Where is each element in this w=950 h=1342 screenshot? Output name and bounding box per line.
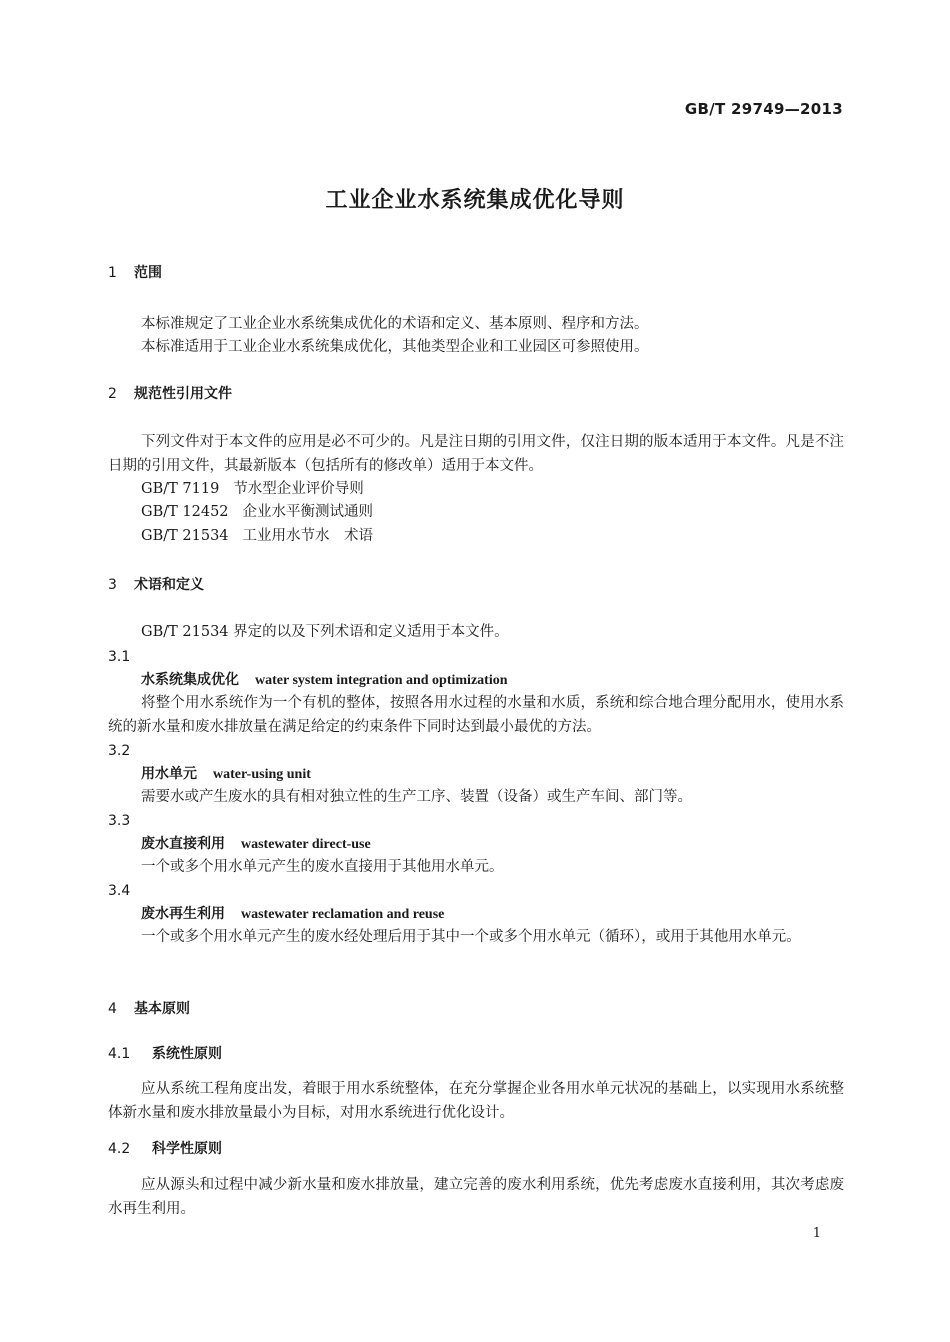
subsection-4-1-title: 系统性原则 — [152, 1046, 222, 1062]
section-3-paragraph-1: GB/T 21534 界定的以及下列术语和定义适用于本文件。 — [141, 624, 509, 640]
section-2-number: 2 — [108, 386, 117, 402]
section-3-title: 术语和定义 — [134, 577, 204, 593]
term-definition: 需要水或产生废水的具有相对独立性的生产工序、装置（设备）或生产车间、部门等。 — [141, 789, 692, 805]
subsection-4-1-number: 4.1 — [108, 1046, 131, 1062]
term-number: 3.2 — [108, 743, 131, 759]
term-number: 3.3 — [108, 813, 131, 829]
document-title: 工业企业水系统集成优化导则 — [325, 188, 625, 213]
term-english: wastewater reclamation and reuse — [241, 907, 445, 922]
page-number: 1 — [812, 1226, 821, 1241]
section-1-heading — [108, 263, 162, 283]
term-english: water-using unit — [213, 767, 311, 782]
section-1-title: 范围 — [134, 265, 162, 281]
term-chinese: 水系统集成优化 — [141, 672, 239, 688]
term-definition: 一个或多个用水单元产生的废水直接用于其他用水单元。 — [141, 859, 504, 875]
section-4-number: 4 — [108, 1001, 117, 1017]
subsection-4-1-heading — [108, 1044, 222, 1064]
subsection-4-2-paragraph: 应从源头和过程中减少新水量和废水排放量，建立完善的废水利用系统，优先考虑废水直接利用，其次考虑废水再生利用。 — [108, 1177, 844, 1217]
subsection-4-2-title: 科学性原则 — [152, 1141, 222, 1157]
section-4-heading — [108, 999, 190, 1019]
term-entry — [141, 833, 371, 856]
section-3-number: 3 — [108, 577, 117, 593]
term-number: 3.1 — [108, 649, 131, 665]
section-2-heading — [108, 384, 232, 404]
section-3-heading — [108, 575, 204, 595]
section-1-paragraph-1: 本标准规定了工业企业水系统集成优化的术语和定义、基本原则、程序和方法。 — [141, 316, 649, 332]
reference-code: GB/T 21534 — [141, 528, 229, 544]
term-chinese: 废水直接利用 — [141, 836, 225, 852]
section-1-number: 1 — [108, 265, 117, 281]
reference-code: GB/T 12452 — [141, 504, 229, 520]
term-english: wastewater direct-use — [241, 837, 371, 852]
section-2-title: 规范性引用文件 — [134, 386, 232, 402]
reference-item — [141, 478, 364, 502]
term-entry — [141, 669, 508, 692]
section-4-title: 基本原则 — [134, 1001, 190, 1017]
term-entry — [141, 763, 311, 786]
reference-title: 工业用水节水 术语 — [242, 528, 374, 544]
standard-code: GB/T 29749—2013 — [684, 100, 843, 118]
term-definition: 一个或多个用水单元产生的废水经处理后用于其中一个或多个用水单元（循环），或用于其他用水单元。 — [141, 929, 801, 945]
reference-item — [141, 525, 373, 549]
subsection-4-2-heading — [108, 1139, 222, 1159]
subsection-4-2-number: 4.2 — [108, 1141, 131, 1157]
section-2-paragraph-1: 下列文件对于本文件的应用是必不可少的。凡是注日期的引用文件，仅注日期的版本适用于本文件。凡是不注日期的引用文件，其最新版本（包括所有的修改单）适用于本文件。 — [108, 434, 844, 474]
reference-item — [141, 501, 373, 525]
term-chinese: 用水单元 — [141, 766, 197, 782]
section-1-paragraph-2: 本标准适用于工业企业水系统集成优化，其他类型企业和工业园区可参照使用。 — [141, 339, 649, 355]
term-chinese: 废水再生利用 — [141, 906, 225, 922]
reference-code: GB/T 7119 — [141, 481, 220, 497]
subsection-4-1-paragraph: 应从系统工程角度出发，着眼于用水系统整体，在充分掌握企业各用水单元状况的基础上，以实现用水系统整体新水量和废水排放量最小为目标，对用水系统进行优化设计。 — [108, 1081, 844, 1121]
term-definition: 将整个用水系统作为一个有机的整体，按照各用水过程的水量和水质，系统和综合地合理分配用水，使用水系统的新水量和废水排放量在满足给定的约束条件下同时达到最小最优的方法。 — [108, 695, 844, 735]
term-number: 3.4 — [108, 883, 131, 899]
term-english: water system integration and optimization — [255, 673, 508, 688]
reference-title: 企业水平衡测试通则 — [242, 504, 374, 520]
term-entry — [141, 903, 444, 926]
reference-title: 节水型企业评价导则 — [233, 481, 364, 497]
